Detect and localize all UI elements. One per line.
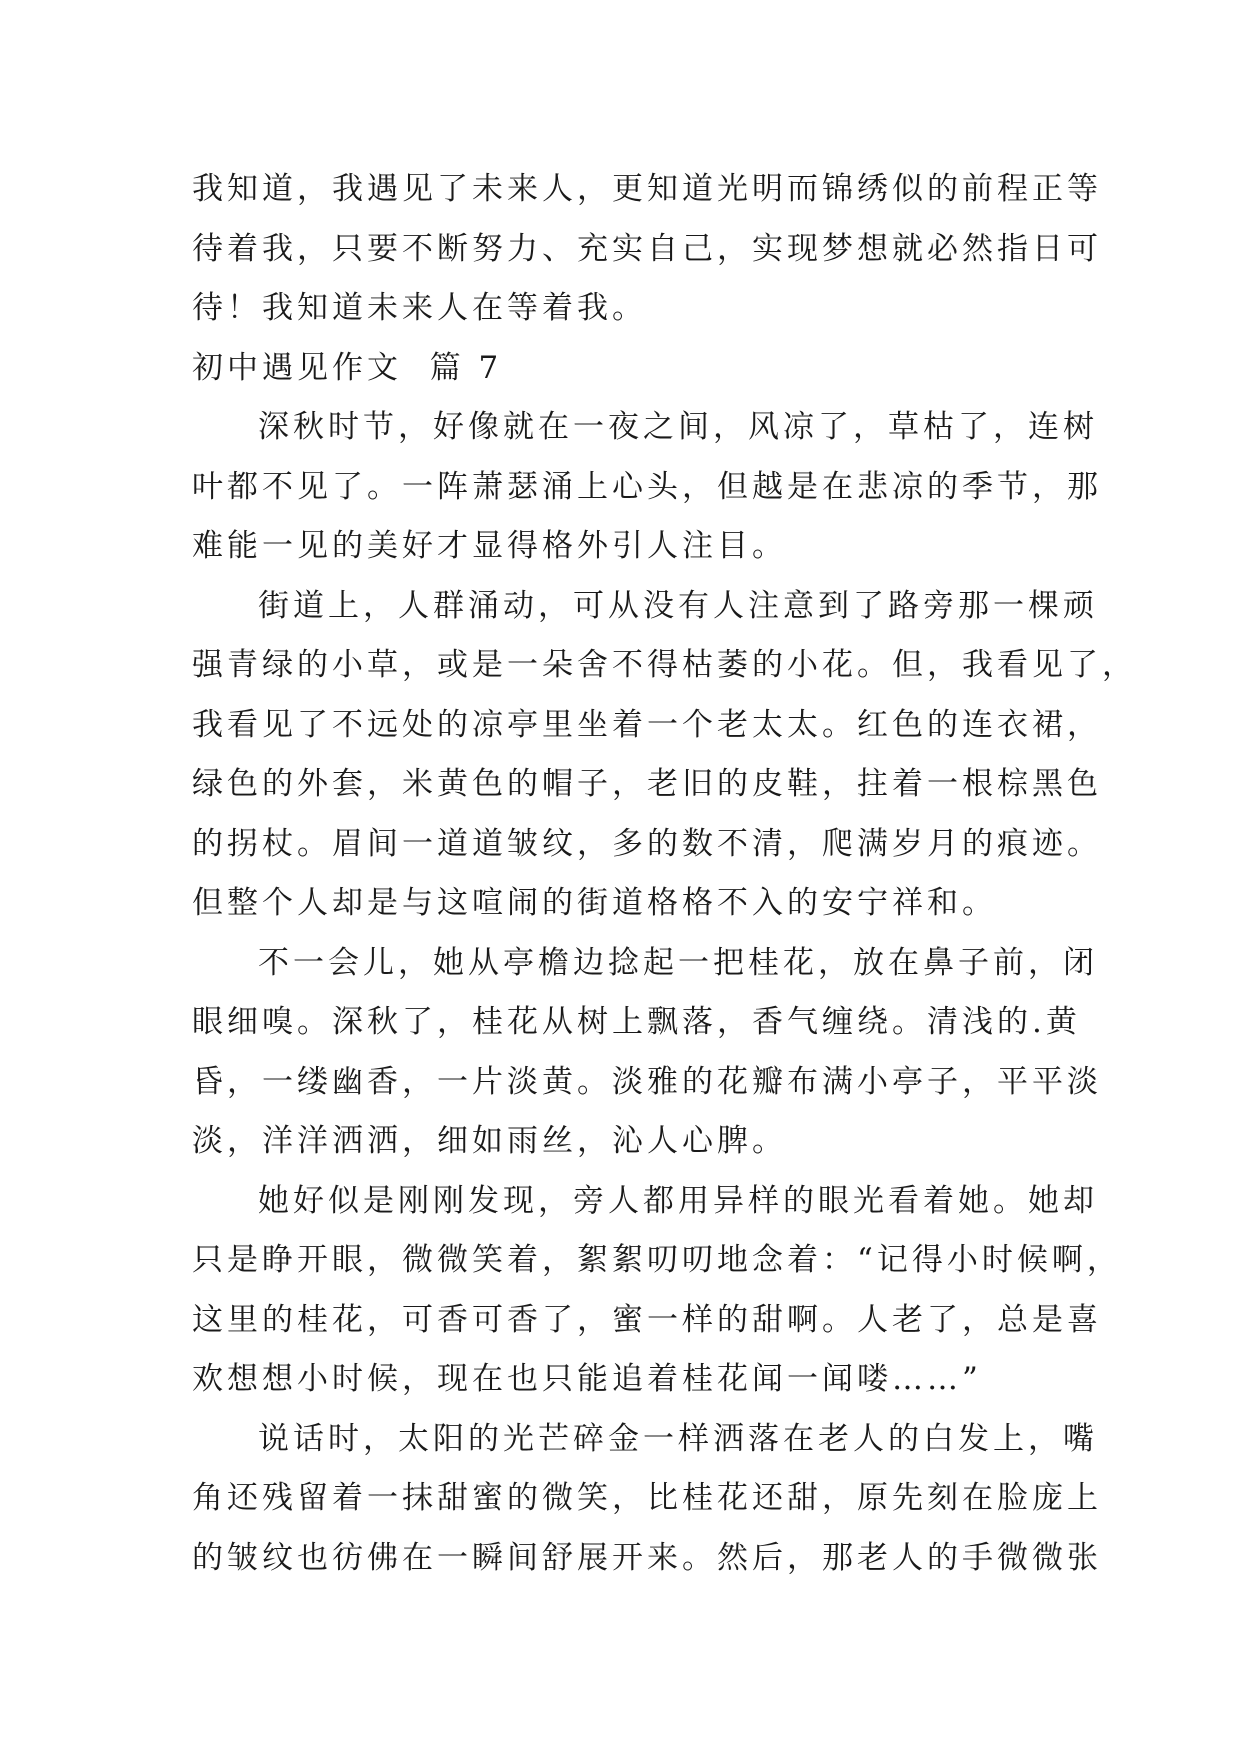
essay-body bbox=[192, 160, 1137, 1588]
text-line: 淡，洋洋洒洒，细如雨丝，沁人心脾。 bbox=[192, 1123, 787, 1159]
text-line: 说话时，太阳的光芒碎金一样洒落在老人的白发上，嘴 bbox=[258, 1420, 1098, 1457]
text-line: 欢想想小时候，现在也只能追着桂花闻一闻喽……” bbox=[192, 1361, 982, 1397]
text-line: 深秋时节，好像就在一夜之间，风凉了，草枯了，连树 bbox=[258, 409, 1098, 445]
text-line: 待着我，只要不断努力、充实自己，实现梦想就必然指日可 bbox=[192, 230, 1102, 267]
text-line: 的拐杖。眉间一道道皱纹，多的数不清，爬满岁月的痕迹。 bbox=[192, 825, 1102, 862]
text-line: 她好似是刚刚发现，旁人都用异样的眼光看着她。她却 bbox=[258, 1182, 1098, 1219]
text-line: 的皱纹也彷佛在一瞬间舒展开来。然后，那老人的手微微张 bbox=[192, 1539, 1102, 1576]
text-line: 昏，一缕幽香，一片淡黄。淡雅的花瓣布满小亭子，平平淡 bbox=[192, 1063, 1102, 1100]
text-line: 这里的桂花，可香可香了，蜜一样的甜啊。人老了，总是喜 bbox=[192, 1301, 1102, 1338]
text-line: 不一会儿，她从亭檐边捻起一把桂花，放在鼻子前，闭 bbox=[258, 944, 1098, 981]
text-line: 只是睁开眼，微微笑着，絮絮叨叨地念着：“记得小时候啊， bbox=[192, 1242, 1122, 1278]
text-line: 叶都不见了。一阵萧瑟涌上心头，但越是在悲凉的季节，那 bbox=[192, 468, 1102, 505]
text-line: 角还残留着一抹甜蜜的微笑，比桂花还甜，原先刻在脸庞上 bbox=[192, 1480, 1102, 1516]
text-line: 难能一见的美好才显得格外引人注目。 bbox=[192, 528, 787, 564]
text-line: 但整个人却是与这喧闹的街道格格不入的安宁祥和。 bbox=[192, 885, 997, 921]
text-line: 我看见了不远处的凉亭里坐着一个老太太。红色的连衣裙， bbox=[192, 706, 1102, 743]
text-line: 绿色的外套，米黄色的帽子，老旧的皮鞋，拄着一根棕黑色 bbox=[192, 766, 1102, 802]
text-line: 眼细嗅。深秋了，桂花从树上飘落，香气缠绕。清浅的.黄 bbox=[192, 1004, 1081, 1040]
text-line: 我知道，我遇见了未来人，更知道光明而锦绣似的前程正等 bbox=[192, 171, 1102, 207]
text-line: 街道上，人群涌动，可从没有人注意到了路旁那一棵顽 bbox=[258, 587, 1098, 624]
section-heading: 初中遇见作文 篇 7 bbox=[192, 349, 503, 386]
text-line: 强青绿的小草，或是一朵舍不得枯萎的小花。但，我看见了， bbox=[192, 647, 1137, 683]
text-line: 待！我知道未来人在等着我。 bbox=[192, 290, 647, 326]
